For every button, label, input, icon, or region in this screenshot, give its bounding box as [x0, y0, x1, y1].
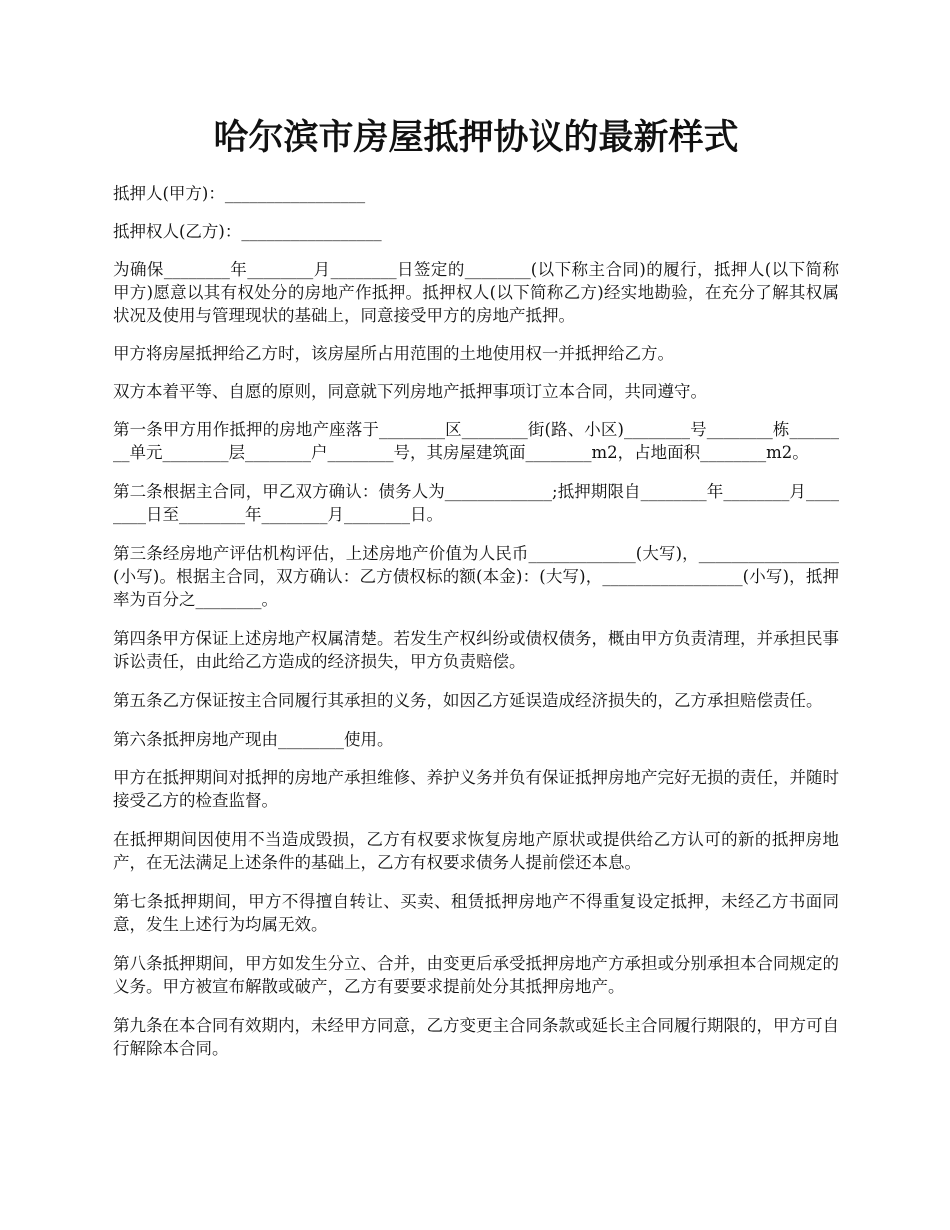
article-3: 第三条经房地产评估机构评估，上述房地产价值为人民币_____________(大写)，_________________(小写)。根据主合同，双方确认：乙方债权标的额(本金)：(大写)，_________________(小写)，抵押率为百分之________。 [113, 544, 839, 609]
mortgagee-line: 抵押权人(乙方)：_________________ [113, 222, 382, 241]
maintenance-paragraph: 甲方在抵押期间对抵押的房地产承担维修、养护义务并负有保证抵押房地产完好无损的责任，并随时接受乙方的检查监督。 [113, 768, 839, 810]
land-use-paragraph: 甲方将房屋抵押给乙方时，该房屋所占用范围的土地使用权一并抵押给乙方。 [113, 344, 674, 363]
document-title: 哈尔滨市房屋抵押协议的最新样式 [213, 117, 739, 158]
article-1: 第一条甲方用作抵押的房地产座落于________区________街(路、小区)________号________栋________单元________层________户________号，其房屋建筑面________m2，占地面积________m2。 [113, 420, 839, 462]
article-2: 第二条根据主合同，甲乙双方确认：债务人为_____________;抵押期限自________年________月________日至________年________月________日。 [113, 482, 839, 524]
mortgagor-line: 抵押人(甲方)：_________________ [113, 184, 366, 203]
article-6: 第六条抵押房地产现由________使用。 [113, 730, 394, 749]
article-8: 第八条抵押期间，甲方如发生分立、合并，由变更后承受抵押房地产方承担或分别承担本合同规定的义务。甲方被宣布解散或破产，乙方有要要求提前处分其抵押房地产。 [113, 954, 839, 996]
preamble-paragraph: 为确保________年________月________日签定的________(以下称主合同)的履行，抵押人(以下简称甲方)愿意以其有权处分的房地产作抵押。抵押权人(以下简称乙方)经实地勘验，在充分了解其权属状况及使用与管理现状的基础上，同意接受甲方的房地产抵押。 [113, 260, 839, 325]
damage-paragraph: 在抵押期间因使用不当造成毁损，乙方有权要求恢复房地产原状或提供给乙方认可的新的抵押房地产，在无法满足上述条件的基础上，乙方有权要求债务人提前偿还本息。 [113, 830, 839, 872]
article-5: 第五条乙方保证按主合同履行其承担的义务，如因乙方延误造成经济损失的，乙方承担赔偿责任。 [113, 691, 823, 710]
article-4: 第四条甲方保证上述房地产权属清楚。若发生产权纠纷或债权债务，概由甲方负责清理，并承担民事诉讼责任，由此给乙方造成的经济损失，甲方负责赔偿。 [113, 629, 839, 671]
principle-paragraph: 双方本着平等、自愿的原则，同意就下列房地产抵押事项订立本合同，共同遵守。 [113, 382, 707, 401]
document-page [113, 0, 839, 1060]
article-9: 第九条在本合同有效期内，未经甲方同意，乙方变更主合同条款或延长主合同履行期限的，甲方可自行解除本合同。 [113, 1016, 839, 1058]
document-body [113, 182, 839, 1060]
article-7: 第七条抵押期间，甲方不得擅自转让、买卖、租赁抵押房地产不得重复设定抵押，未经乙方书面同意，发生上述行为均属无效。 [113, 892, 839, 934]
